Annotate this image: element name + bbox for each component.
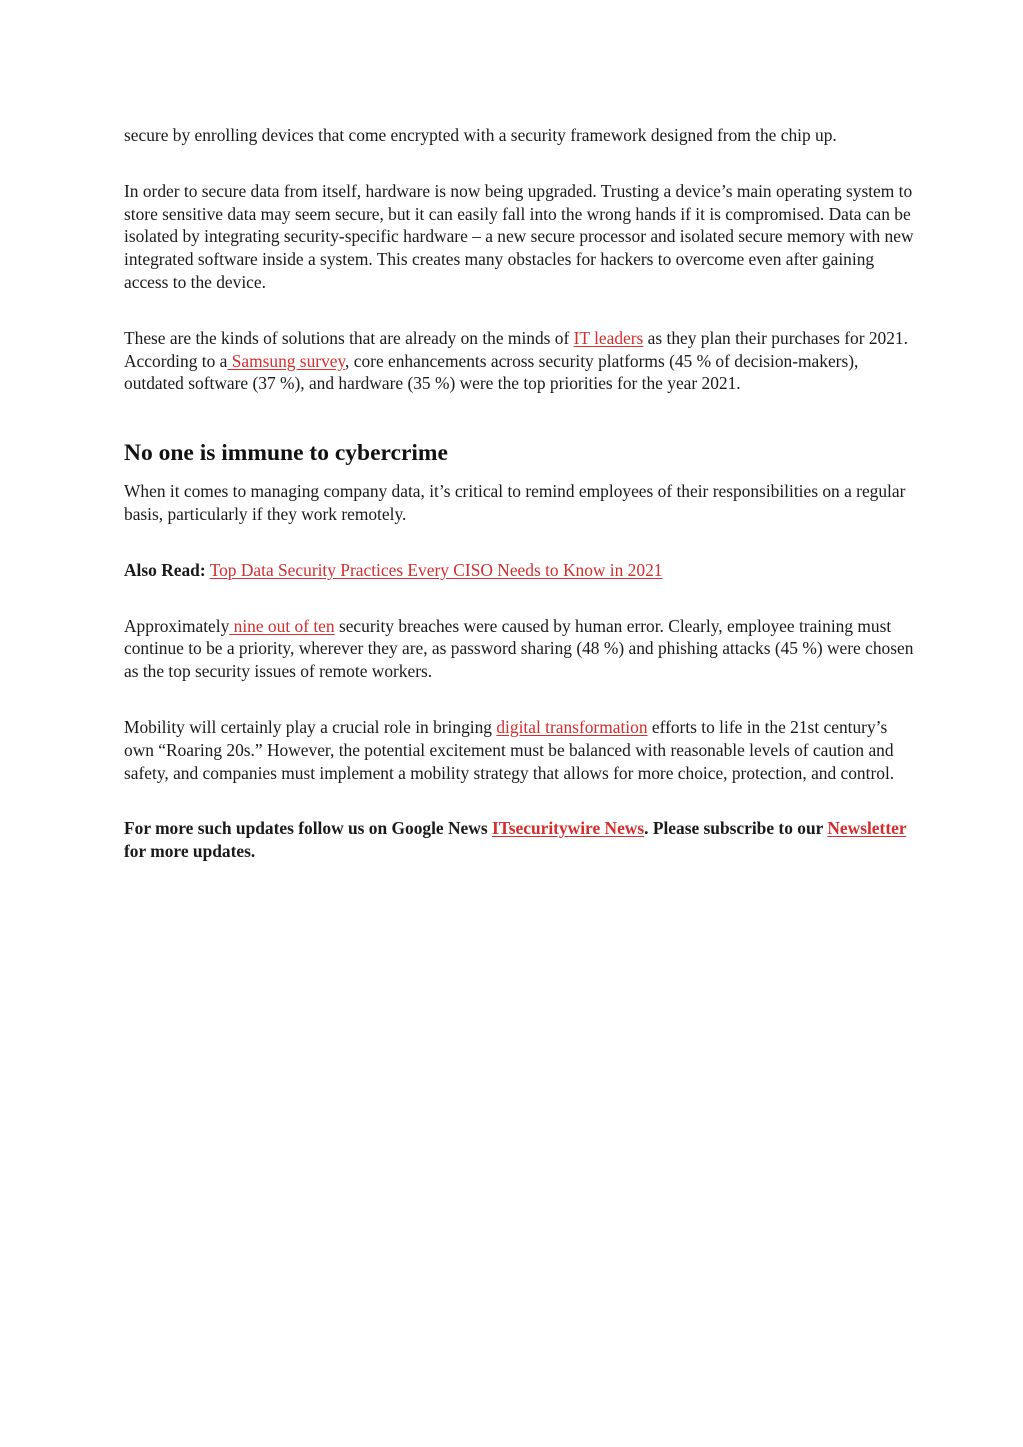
link-itsecuritywire-news[interactable]: ITsecuritywire News — [491, 818, 645, 839]
link-newsletter[interactable]: Newsletter — [827, 818, 907, 839]
link-also-read-article[interactable]: Top Data Security Practices Every CISO Needs to Know in 2021 — [209, 559, 663, 580]
link-nine-out-of-ten[interactable]: nine out of ten — [229, 615, 335, 636]
text-segment: for more updates. — [124, 841, 256, 862]
text-segment: Approximately — [124, 615, 230, 636]
paragraph-managing-data: When it comes to managing company data, it’s critical to remind employees of their responsibilities on a regular basis, particularly if they work remotely. — [124, 481, 906, 524]
text-segment: as they plan their purchases for 2021. According to a — [124, 327, 908, 371]
also-read-line — [124, 559, 914, 582]
section-heading: No one is immune to cybercrime — [124, 440, 448, 467]
also-read-label: Also Read: — [124, 559, 206, 580]
text-segment: security breaches were caused by human error. Clearly, employee training must continue to be a priority, wherever they are, as password sharing (48 %) and phishing attacks (45 %) were chosen as the top security issues of remote workers. — [124, 615, 914, 682]
text-segment: For more such updates follow us on Google News — [124, 818, 492, 839]
text-segment: These are the kinds of solutions that are already on the minds of — [124, 327, 574, 348]
document-page — [124, 124, 914, 863]
link-it-leaders[interactable]: IT leaders — [573, 327, 644, 348]
paragraph-follow-us — [124, 817, 914, 863]
text-segment: Mobility will certainly play a crucial role in bringing — [124, 716, 497, 737]
text-segment: . Please subscribe to our — [644, 818, 828, 839]
paragraph-it-leaders — [124, 327, 914, 395]
paragraph-mobility — [124, 716, 914, 784]
link-samsung-survey[interactable]: Samsung survey — [227, 350, 346, 371]
paragraph-human-error — [124, 615, 914, 683]
text-segment: efforts to life in the 21st century’s own “Roaring 20s.” However, the potential excitement must be balanced with reasonable levels of caution and safety, and companies must implement a mobility strategy that allows for more choice, protection, and control. — [124, 716, 895, 783]
paragraph-secure-enrolling: secure by enrolling devices that come encrypted with a security framework designed from the chip up. — [124, 125, 837, 145]
text-segment: , core enhancements across security platforms (45 % of decision-makers), outdated software (37 %), and hardware (35 %) were the top priorities for the year 2021. — [124, 350, 859, 394]
link-digital-transformation[interactable]: digital transformation — [496, 716, 648, 737]
paragraph-hardware-upgrade: In order to secure data from itself, hardware is now being upgraded. Trusting a device’s main operating system to store sensitive data may seem secure, but it can easily fall into the wrong hands if it is compromised. Data can be isolated by integrating security-specific hardware – a new secure processor and isolated secure memory with new integrated software inside a system. This creates many obstacles for hackers to overcome even after gaining access to the device. — [124, 180, 914, 292]
